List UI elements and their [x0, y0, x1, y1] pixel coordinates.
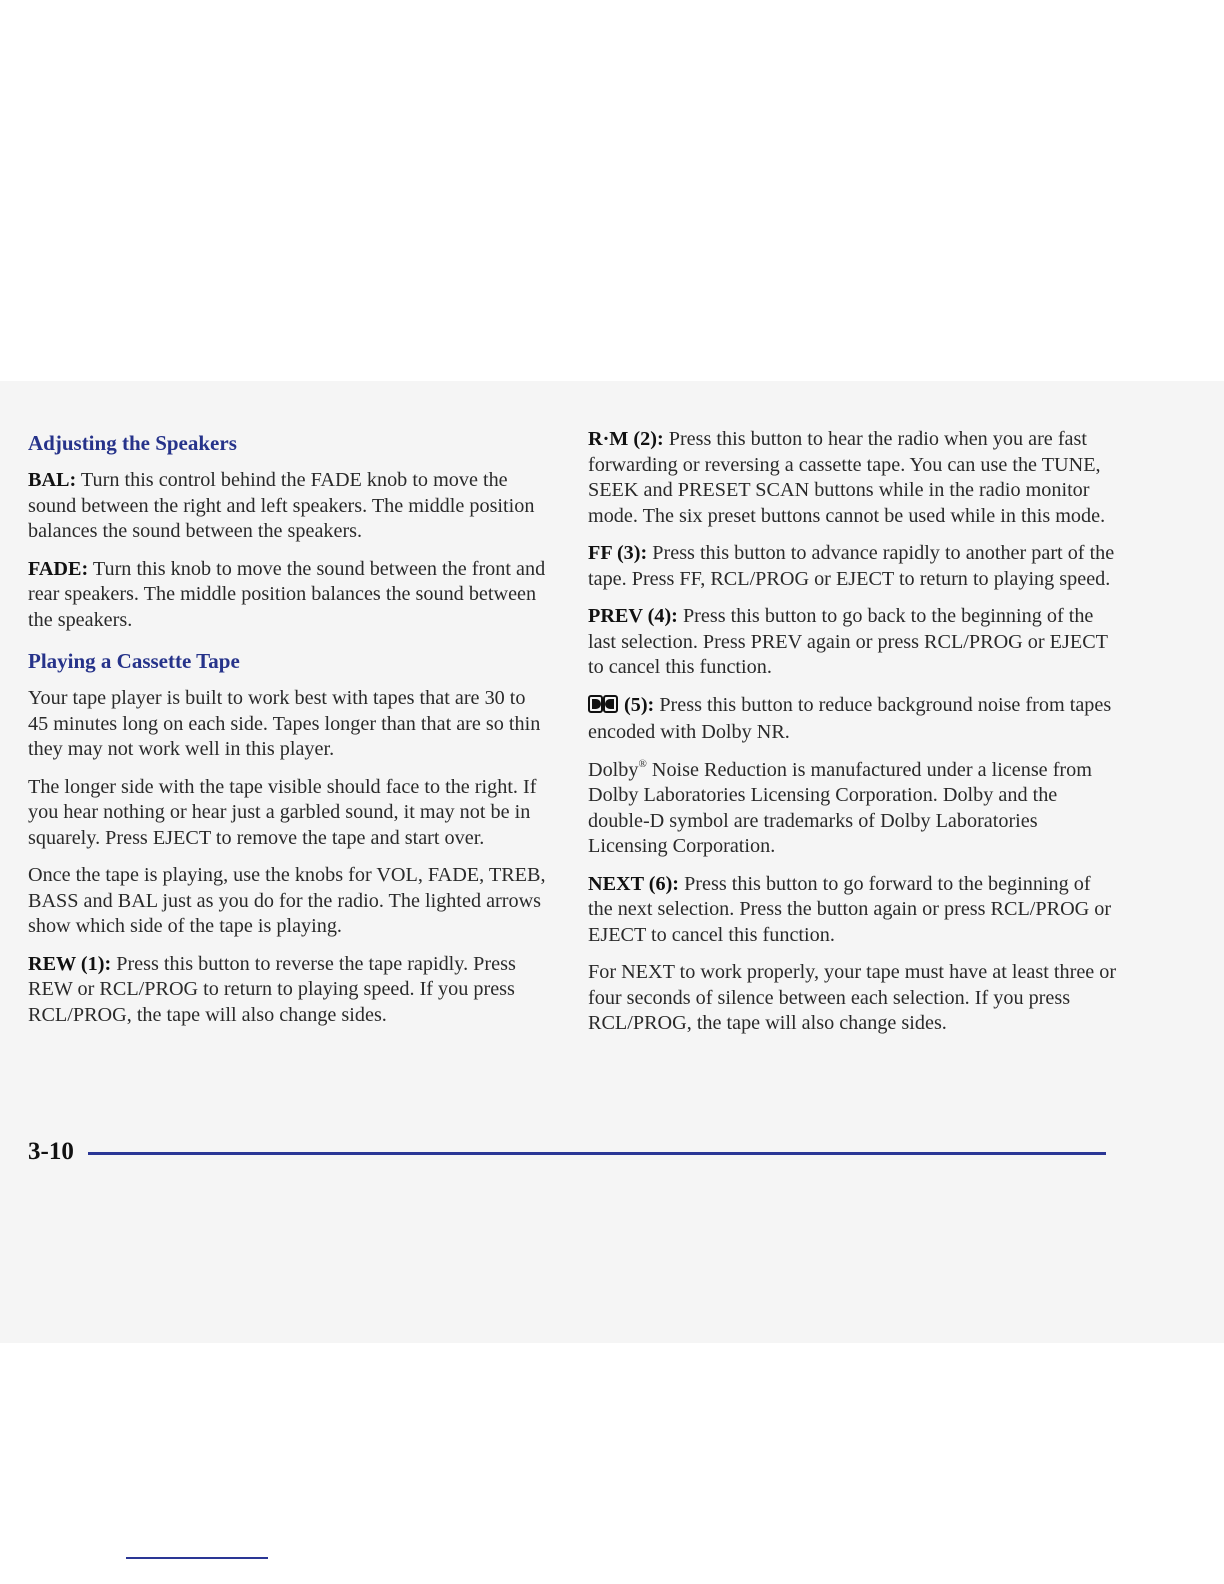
- text-prev: Press this button to go back to the beginning of the last selection. Press PREV again or press RCL/PROG or EJECT to cancel this function.: [588, 605, 1108, 678]
- paragraph-ff: [588, 541, 1118, 592]
- term-fade: FADE:: [28, 557, 89, 580]
- dolby-double-d-icon: [588, 695, 618, 721]
- registered-mark: ®: [638, 757, 647, 770]
- page-number: 3-10: [28, 1138, 74, 1165]
- text-fade: Turn this knob to move the sound between the front and rear speakers. The middle position balances the sound between the speakers.: [28, 557, 546, 631]
- text-dolby-button: Press this button to reduce background noise from tapes encoded with Dolby NR.: [588, 693, 1112, 743]
- paragraph-dolby-button: [588, 693, 1118, 746]
- term-rm: R·M (2):: [588, 428, 664, 450]
- text-rew: Press this button to reverse the tape rapidly. Press REW or RCL/PROG to return to playing speed. If you press RCL/PROG, the tape will also change sides.: [28, 952, 516, 1026]
- paragraph-once-playing: Once the tape is playing, use the knobs for VOL, FADE, TREB, BASS and BAL just as you do for the radio. The lighted arrows show which side of the tape is playing.: [28, 864, 546, 937]
- paragraph-longer-side: The longer side with the tape visible should face to the right. If you hear nothing or hear just a garbled sound, it may not be in squarely. Press EJECT to remove the tape and start over.: [28, 775, 537, 849]
- text-ff: Press this button to advance rapidly to another part of the tape. Press FF, RCL/PROG or EJECT to return to playing speed.: [588, 542, 1115, 590]
- paragraph-prev: [588, 604, 1118, 681]
- heading-playing-cassette: Playing a Cassette Tape: [28, 649, 240, 673]
- heading-adjusting-speakers: Adjusting the Speakers: [28, 431, 237, 455]
- term-ff: FF (3):: [588, 542, 648, 564]
- text-rm: Press this button to hear the radio when you are fast forwarding or reversing a cassette tape. You can use the TUNE, SEEK and PRESET SCAN buttons while in the radio monitor mode. The six preset buttons cannot be used while in this mode.: [588, 428, 1106, 527]
- paragraph-dolby-note: [588, 758, 1118, 860]
- paragraph-tapes: Your tape player is built to work best with tapes that are 30 to 45 minutes long on each side. Tapes longer than that are so thin they may not work well in this player.: [28, 687, 541, 760]
- text-next: Press this button to go forward to the beginning of the next selection. Press the button again or press RCL/PROG or EJECT to cancel this function.: [588, 872, 1112, 946]
- paragraph-rm: [588, 427, 1118, 529]
- dolby-word: Dolby: [588, 758, 639, 781]
- term-rew: REW (1):: [28, 952, 112, 975]
- left-column: [28, 427, 548, 1040]
- term-prev: PREV (4):: [588, 605, 678, 627]
- bottom-rule: [126, 1557, 268, 1559]
- right-column: [588, 427, 1118, 1049]
- term-bal: BAL:: [28, 469, 77, 491]
- footer-rule: [88, 1152, 1106, 1155]
- paragraph-fade: [28, 557, 548, 634]
- paragraph-next-work: For NEXT to work properly, your tape must have at least three or four seconds of silence between each selection. If you press RCL/PROG, the tape will also change sides.: [588, 961, 1117, 1034]
- page-footer: [28, 1134, 1108, 1170]
- text-bal: Turn this control behind the FADE knob to move the sound between the right and left speakers. The middle position balances the sound between the speakers.: [28, 469, 535, 542]
- term-next: NEXT (6):: [588, 872, 680, 895]
- paragraph-bal: [28, 468, 548, 545]
- text-dolby-note: Noise Reduction is manufactured under a license from Dolby Laboratories Licensing Corporation. Dolby and the double-D symbol are trademarks of Dolby Laboratories Licensing Corporation.: [588, 758, 1092, 857]
- paragraph-rew: [28, 952, 548, 1029]
- term-dolby-button: (5):: [624, 693, 655, 716]
- paragraph-next: [588, 872, 1118, 949]
